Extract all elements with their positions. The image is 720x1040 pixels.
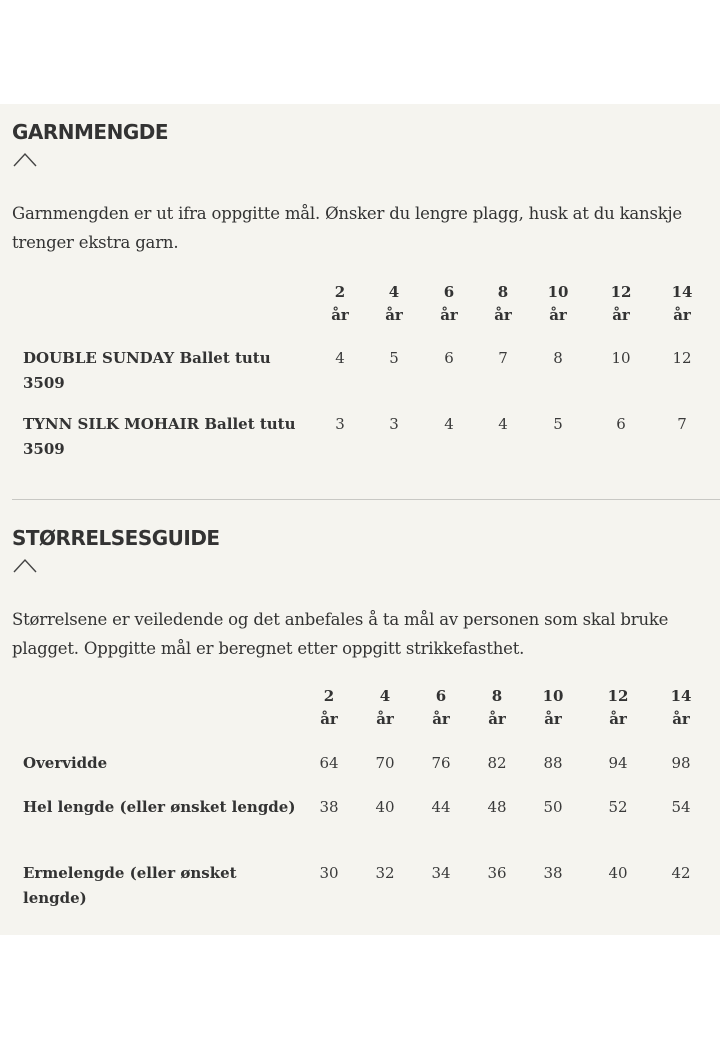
column-size: 8 [497,283,509,301]
column-unit: år [376,710,394,728]
row-label: Overvidde [23,754,108,772]
column-header [475,685,519,731]
table-cell: 4 [444,415,454,433]
table-cell: 64 [319,754,339,772]
column-header [307,685,351,731]
column-unit: år [612,306,630,324]
table-cell: 8 [553,349,563,367]
section-divider [12,499,720,500]
column-unit: år [432,710,450,728]
table-cell: 54 [671,798,691,816]
column-unit: år [609,710,627,728]
table-cell: 40 [375,798,395,816]
column-unit: år [494,306,512,324]
table-cell: 36 [487,864,507,882]
table-cell: 70 [375,754,395,772]
table-cell: 34 [431,864,451,882]
table-cell: 38 [543,864,563,882]
column-size: 4 [379,687,391,705]
table-cell: 98 [671,754,691,772]
column-unit: år [549,306,567,324]
table-cell: 52 [608,798,628,816]
table-cell: 88 [543,754,563,772]
table-cell: 5 [553,415,563,433]
column-size: 10 [547,283,569,301]
column-size: 4 [388,283,400,301]
row-label: DOUBLE SUNDAY Ballet tutu 3509 [23,349,271,392]
column-unit: år [440,306,458,324]
column-header [419,685,463,731]
table-cell: 82 [487,754,507,772]
column-unit: år [544,710,562,728]
table-cell: 10 [611,349,631,367]
table-cell: 44 [431,798,451,816]
table-cell: 42 [671,864,691,882]
garnmengde-heading[interactable]: GARNMENGDE [12,120,169,144]
column-size: 14 [671,283,693,301]
table-cell: 4 [498,415,508,433]
column-header [660,281,704,327]
table-cell: 30 [319,864,339,882]
table-cell: 7 [498,349,508,367]
table-cell: 32 [375,864,395,882]
column-header [427,281,471,327]
chevron-up-icon[interactable] [12,556,40,574]
column-unit: år [320,710,338,728]
chevron-up-icon[interactable] [12,150,40,168]
column-unit: år [488,710,506,728]
column-header [481,281,525,327]
column-size: 2 [334,283,346,301]
column-unit: år [672,710,690,728]
storrelsesguide-heading[interactable]: STØRRELSESGUIDE [12,526,220,550]
table-cell: 48 [487,798,507,816]
table-cell: 3 [335,415,345,433]
table-cell: 4 [335,349,345,367]
table-cell: 6 [616,415,626,433]
column-size: 6 [435,687,447,705]
column-size: 14 [670,687,692,705]
column-size: 8 [491,687,503,705]
column-header [599,281,643,327]
column-header [363,685,407,731]
table-cell: 3 [389,415,399,433]
column-size: 6 [443,283,455,301]
row-label: TYNN SILK MOHAIR Ballet tutu 3509 [23,415,296,458]
table-cell: 94 [608,754,628,772]
column-header [318,281,362,327]
table-cell: 6 [444,349,454,367]
row-label: Ermelengde (eller ønsket lengde) [23,864,237,907]
column-size: 12 [607,687,629,705]
column-header [372,281,416,327]
table-cell: 7 [677,415,687,433]
column-header [531,685,575,731]
column-header [596,685,640,731]
table-cell: 5 [389,349,399,367]
table-cell: 38 [319,798,339,816]
column-size: 10 [542,687,564,705]
garnmengde-intro: Garnmengden er ut ifra oppgitte mål. Ønsker du lengre plagg, husk at du kanskje trenger ekstra garn. [12,204,682,252]
column-size: 12 [610,283,632,301]
column-header [659,685,703,731]
table-cell: 76 [431,754,451,772]
column-header [536,281,580,327]
column-unit: år [331,306,349,324]
column-unit: år [385,306,403,324]
column-size: 2 [323,687,335,705]
column-unit: år [673,306,691,324]
storrelsesguide-intro: Størrelsene er veiledende og det anbefales å ta mål av personen som skal bruke plagget. Oppgitte mål er beregnet etter oppgitt strikkefasthet. [12,610,669,658]
row-label: Hel lengde (eller ønsket lengde) [23,798,296,816]
table-cell: 50 [543,798,563,816]
table-cell: 12 [672,349,692,367]
table-cell: 40 [608,864,628,882]
